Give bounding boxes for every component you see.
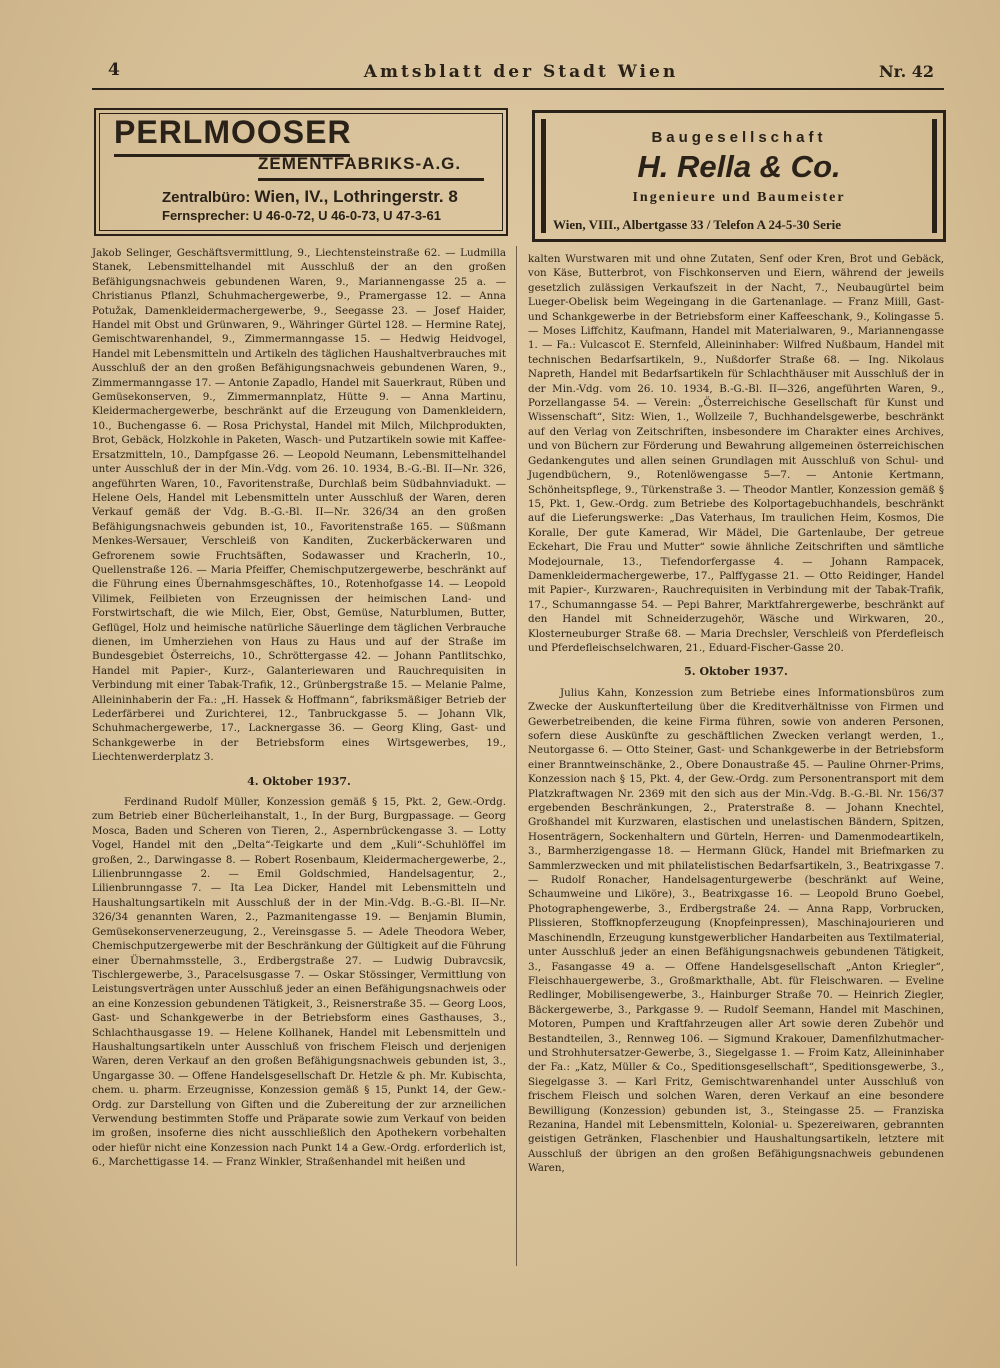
right-column (528, 252, 944, 1176)
left-paragraph-1: Jakob Selinger, Geschäftsvermittlung, 9., Liechtensteinstraße 62. — Ludmilla Stanek, Lebensmittelhandel mit Ausschluß der an den großen Befähigungsnachweis gebundenen Waren, 9., Mariannengasse 25 a. — Christianus Pflanzl, Schuhmachergewerbe, 9., Pramergasse 12. — Anna Potužak, Damenkleidermachergewerbe, 9., Seegasse 23. — Josef Haider, Handel mit Obst und Grünwaren, 9., Währinger Gürtel 128. — Hermine Ratej, Gemischtwarenhandel, 9., Zimmermanngasse 15. — Hedwig Heidvogel, Handel mit Lebensmitteln und Artikeln des täglichen Haushaltverbrauches mit Ausschluß der an den großen Befähigungsnachweis gebundenen Waren, 9., Zimmermanngasse 17. — Antonie Zapadlo, Handel mit Sauerkraut, Rüben und Gemüsekonserven, 9., Zimmermannplatz, Hütte 9. — Anna Martinu, Kleidermachergewerbe, beschränkt auf die Erzeugung von Damenkleidern, 10., Buchengasse 6. — Rosa Prichystal, Handel mit Milch, Milchprodukten, Brot, Gebäck, Holzkohle in Paketen, Wasch- und Putzartikeln sowie mit Kaffee-Ersatzmitteln, 10., Dampfgasse 26. — Leopold Neumann, Lebensmittelhandel unter Ausschluß der in der Min.-Vdg. vom 26. 10. 1934, B.-G.-Bl. II—Nr. 326, angeführten Waren, 10., Favoritenstraße, Durchlaß beim Südbahnviadukt. — Helene Oels, Handel mit Lebensmitteln unter Ausschluß der Waren, deren Verkauf gemäß der Vdg. B.-G.-Bl. II—Nr. 326/34 an den großen Befähigungsnachweis gebunden ist, 10., Favoritenstraße 165. — Süßmann Menkes-Wersauer, Verschleiß von Kanditen, Zuckerbäckerwaren und Gefrorenem sowie Fruchtsäften, Sodawasser und Kracherln, 10., Quellenstraße 126. — Maria Pfeiffer, Chemischputzergewerbe, beschränkt auf die Führung eines Übernahmsgeschäftes, 10., Rotenhofgasse 14. — Leopold Vilimek, Feilbieten von Erzeugnissen der heimischen Land- und Forstwirtschaft, die wie Milch, Eier, Obst, Gemüse, Naturblumen, Butter, Geflügel, Holz und heimische natürliche Säuerlinge dem täglichen Verbrauche dienen, im Umherziehen von Haus zu Haus und auf der Straße im Bundesgebiet Österreichs, 10., Schröttergasse 42. — Johann Pantlitschko, Handel mit Papier-, Kurz-, Galanteriewaren und Rauchrequisiten in Verbindung mit einer Tabak-Trafik, 12., Grünbergstraße 15. — Melanie Palme, Alleininhaberin der Fa.: „H. Hassek & Hoffmann“, fabriksmäßiger Betrieb der Lederfärberei und Zurichterei, 12., Tanbruckgasse 5. — Johann Vlk, Schuhmachergewerbe, 17., Lacknergasse 36. — Georg Kling, Gast- und Schankgewerbe in der Betriebsform eines Wirtsgewerbes, 19., Liechtenwerderplatz 3. (92, 247, 506, 764)
publication-title: Amtsblatt der Stadt Wien (363, 62, 679, 82)
ad-contact: Wien, VIII., Albertgasse 33 / Telefon A 24-5-30 Serie (553, 217, 842, 232)
address-value: Wien, IV., Lothringerstr. 8 (254, 187, 458, 206)
subtitle-underline (258, 178, 484, 181)
advertisement-perlmooser (94, 108, 508, 236)
phone-label: Fernsprecher: (162, 208, 250, 223)
header-rule (92, 88, 944, 90)
right-paragraph-1: kalten Wurstwaren mit und ohne Zutaten, Senf oder Kren, Brot und Gebäck, von Käse, Butterbrot, von Fischkonserven und Eiern, während der jeweils gesetzlich zulässigen Verkaufszeit in der Nacht, 7., Neubaugürtel beim Lueger-Obelisk beim Wegeingang in die Gartenanlage. — Franz Miill, Gast- und Schankgewerbe in der Betriebsform einer Kaffeeschank, 9., Kolingasse 5. — Moses Liffchitz, Kaufmann, Handel mit Materialwaren, 9., Mariannengasse 1. — Fa.: Vulcascot E. Sternfeld, Alleininhaber: Wilfred Nußbaum, Handel mit technischen Bedarfsartikeln, 9., Nußdorfer Straße 68. — Ing. Nikolaus Napreth, Handel mit Bedarfsartikeln für Schlachthäuser mit Ausschluß der in der Min.-Vdg. vom 26. 10. 1934, B.-G.-Bl. II—326, angeführten Waren, 9., Porzellangasse 54. — Verein: „Österreichische Gesellschaft für Kunst und Wissenschaft“, Sitz: Wien, 1., Wollzeile 7, Buchhandelsgewerbe, beschränkt auf den Verlag von Zeitschriften, insbesondere im Charakter eines Archives, und von Büchern zur Förderung und Bewahrung allgemeinen österreichischen Gedankengutes und allen seinen Grundlagen mit Ausschluß von Schul- und Jugendbüchern, 9., Rotenlöwengasse 5—7. — Antonie Kertmann, Schönheitspflege, 9., Türkenstraße 3. — Theodor Mantler, Konzession gemäß § 15, Pkt. 1, Gew.-Ordg. zum Betriebe des Kolportagebuchhandels, beschränkt auf die Lieferungswerke: „Das Vaterhaus, Im traulichen Heim, Kosmos, Die Koralle, Der gute Kamerad, Wir Mädel, Die Gartenlaube, Der getreue Eckehart, Die Frau und Mutter“ sowie ähnliche Zeitschriften und sämtliche Modejournale, 13., Tiefendorfergasse 4. — Johann Rampacek, Damenkleidermachergewerbe, 17., Palffygasse 21. — Otto Reidinger, Handel mit Papier-, Kurzwaren-, Rauchrequisiten in Verbindung mit der Tabak-Trafik, 17., Schumanngasse 54. — Pepi Bahrer, Marktfahrergewerbe, beschränkt auf den Handel mit Schneiderzugehör, Wäsche und Wirkwaren, 20., Klosterneuburger Straße 68. — Maria Drechsler, Verschleiß von Pferdefleisch und Pferdefleischselchwaren, 21., Eduard-Fischer-Gasse 20. (528, 253, 944, 654)
date-heading-5-october: 5. Oktober 1937. (684, 665, 788, 679)
address-label: Zentralbüro: (162, 189, 251, 206)
phone-value: U 46-0-72, U 46-0-73, U 47-3-61 (253, 208, 441, 223)
ad-subtitle: ZEMENTFABRIKS-A.G. (258, 154, 462, 173)
ad-brand: PERLMOOSER (114, 114, 352, 150)
page-header (100, 58, 942, 88)
ad-line-ingenieure: Ingenieure und Baumeister (632, 190, 846, 205)
date-heading-4-october: 4. Oktober 1937. (247, 774, 351, 788)
ad-company-name: H. Rella & Co. (637, 149, 841, 184)
left-column (92, 246, 506, 1170)
ad-line-baugesellschaft: Baugesellschaft (651, 129, 827, 146)
advertisement-rella (532, 110, 946, 242)
right-paragraph-2: Julius Kahn, Konzession zum Betriebe eines Informationsbüros zum Zwecke der Auskunfterteilung über die Kreditverhältnisse von Firmen und Gewerbetreibenden, die keine Firma führen, sowie von anderen Personen, sofern diese Auskünfte zu geschäftlichen Zwecken verlangt werden, 1., Neutorgasse 6. — Otto Steiner, Gast- und Schankgewerbe in der Betriebsform einer Branntweinschänke, 2., Obere Donaustraße 45. — Pauline Ohrner-Prims, Konzession nach § 15, Pkt. 4, der Gew.-Ordg. zum Personentransport mit dem Platzkraftwagen Nr. 2369 mit den sich aus der Min.-Vdg. B.-G.-Bl. Nr. 156/37 ergebenden Beschränkungen, 2., Praterstraße 8. — Johann Knechtel, Großhandel mit Kurzwaren, elastischen und unelastischen Bändern, Spitzen, Hosenträgern, Sockenhaltern und Gürteln, Herren- und Damenmodeartikeln, 3., Barmherzigengasse 18. — Hermann Glück, Handel mit Briefmarken zu Sammlerzwecken und mit philatelistischen Bedarfsartikeln, 3., Beatrixgasse 7. — Rudolf Ronacher, Handelsagenturgewerbe (beschränkt auf Weine, Schaumweine und Liköre), 3., Beatrixgasse 16. — Leopold Bruno Goebel, Photographengewerbe, 3., Erdbergstraße 24. — Anna Rapp, Vorbrucken, Plissieren, Stoffknopferzeugung (Knopfeinpressen), Maschinajourieren und Maschinendln, Erzeugung kunstgewerblicher Handarbeiten aus Textilmaterial, unter Ausschluß jeder an einen Befähigungsnachweis gebundenen Tätigkeit, 3., Fasangasse 49 a. — Offene Handelsgesellschaft „Anton Kriegler“, Fleischhauergewerbe, 3., Großmarkthalle, Abt. für Fleischwaren. — Eveline Redlinger, Mobilisengewerbe, 3., Hainburger Straße 70. — Heinrich Ziegler, Bäckergewerbe, 3., Parkgasse 9. — Rudolf Seemann, Handel mit Maschinen, Motoren, Pumpen und Kraftfahrzeugen aller Art sowie deren Zubehör und Bestandteilen, 3., Rennweg 106. — Sigmund Krakouer, Damenfilzhutmacher- und Strohhutersatzer-Gewerbe, 3., Siegelgasse 1. — Froim Katz, Alleininhaber der Fa.: „Katz, Müller & Co., Speditionsgesellschaft“, Speditionsgewerbe, 3., Siegelgasse 3. — Karl Fritz, Gemischtwarenhandel unter Ausschluß von frischem Fleisch und solchen Waren, deren Verkauf an eine besondere Bewilligung (Konzession) gebunden ist, 3., Steingasse 25. — Franziska Rezanina, Handel mit Lebensmitteln, Kolonial- u. Spezereiwaren, gebrannten geistigen Getränken, Flaschenbier und Haushaltungsartikeln, letztere mit Ausschluß der übrigen an den großen Befähigungsnachweis gebundenen Waren, (528, 686, 944, 1175)
ad-phone (162, 208, 441, 223)
left-paragraph-2: Ferdinand Rudolf Müller, Konzession gemäß § 15, Pkt. 2, Gew.-Ordg. zum Betrieb einer Bücherleihanstalt, 1., In der Burg, Burgpassage. — Georg Mosca, Baden und Scheren von Tieren, 2., Aspernbrückengasse 3. — Lotty Vogel, Handel mit den „Delta“-Teigkarte und dem „Kuli“-Schuhlöffel im großen, 2., Darwingasse 8. — Robert Rosenbaum, Kleidermachergewerbe, 2., Lilienbrunngasse 2. — Emil Goldschmied, Handelsagentur, 2., Lilienbrunngasse 7. — Ita Lea Dicker, Handel mit Lebensmitteln und Haushaltungsartikeln mit Ausschluß der in der Min.-Vdg. B.-G.-Bl. II—Nr. 326/34 genannten Waren, 2., Pazmanitengasse 19. — Benjamin Blumin, Gemüsekonservenerzeugung, 2., Vereinsgasse 5. — Adele Theodora Weber, Chemischputzergewerbe mit der Beschränkung der Gültigkeit auf die Führung einer Übernahmsstelle, 3., Erdbergstraße 27. — Ludwig Dubravcsik, Tischlergewerbe, 3., Paracelsusgasse 7. — Oskar Stössinger, Vermittlung von Leistungsverträgen unter Ausschluß jeder an einen Befähigungsnachweis oder an eine Konzession gebundenen Tätigkeit, 3., Reisnerstraße 35. — Georg Loos, Gast- und Schankgewerbe in der Betriebsform eines Gasthauses, 3., Schlachthausgasse 19. — Helene Kollhanek, Handel mit Lebensmitteln und Haushaltungsartikeln unter Ausschluß von frischem Fleisch und derjenigen Waren, deren Verkauf an den großen Befähigungsnachweis gebunden ist, 3., Ungargasse 30. — Offene Handelsgesellschaft Dr. Hetzle & ph. Mr. Kubischta, chem. u. pharm. Erzeugnisse, Konzession gemäß § 15, Punkt 14, der Gew.-Ordg. zur Darstellung von Giften und die Zubereitung der zur arzneilichen Verwendung bestimmten Stoffe und Präparate sowie zum Verkauf von beiden im großen, insoferne dies nicht ausschließlich den Apothekern vorbehalten oder hiefür nicht eine Konzession nach Punkt 14 a Gew.-Ordg. erforderlich ist, 6., Marchettigasse 14. — Franz Winkler, Straßenhandel mit heißen und (92, 796, 506, 1169)
issue-number: Nr. 42 (879, 62, 934, 81)
ad-address (162, 187, 458, 207)
page-number: 4 (108, 60, 120, 80)
column-divider (516, 246, 517, 1266)
